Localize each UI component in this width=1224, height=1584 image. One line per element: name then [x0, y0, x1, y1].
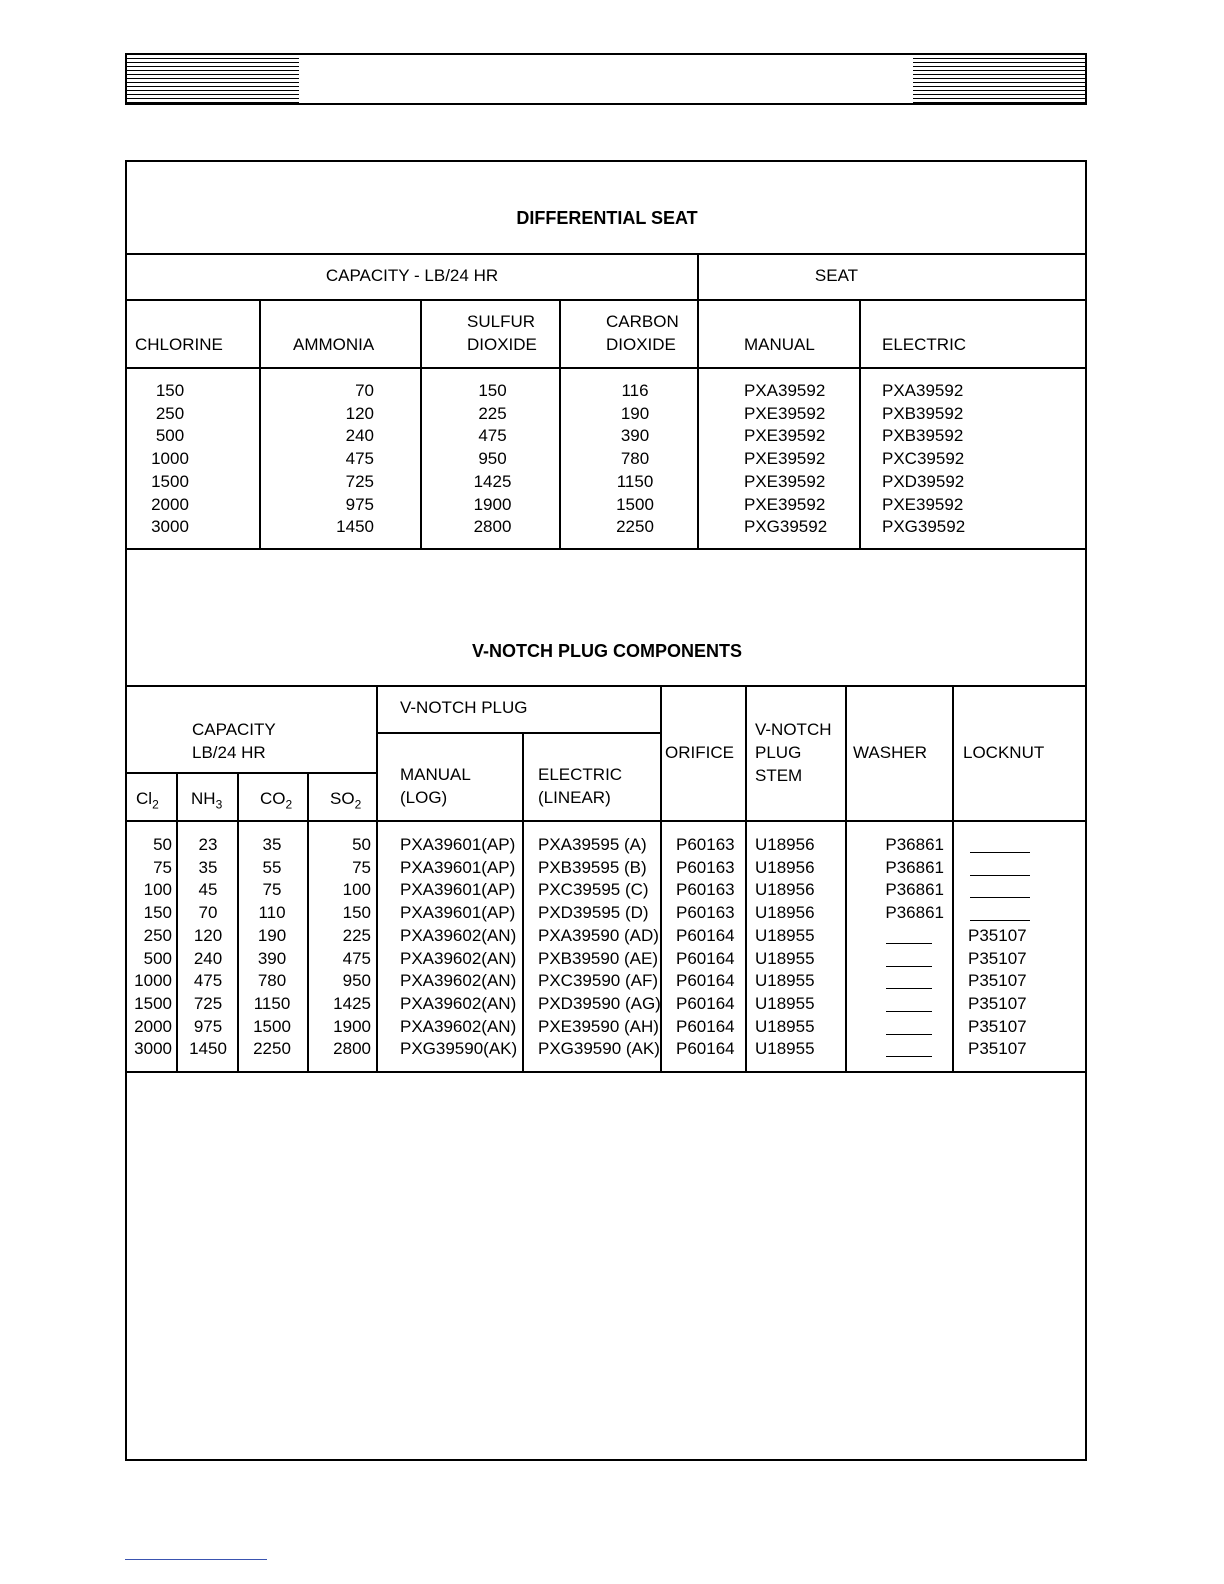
table-cell: PXE39592: [744, 449, 826, 469]
seat-table-divider: [259, 299, 261, 550]
vnotch-table-divider: [845, 685, 847, 1073]
table-cell: PXA39602(AN): [400, 1016, 517, 1036]
table-cell: 75: [352, 857, 371, 877]
table-cell: 1900: [333, 1016, 371, 1036]
header-stripe: [127, 102, 299, 103]
table-cell: PXA39602(AN): [400, 971, 517, 991]
table-cell: PXG39592: [744, 517, 828, 537]
seat-table-rule: [125, 548, 1087, 550]
vnotch-table-divider: [660, 685, 662, 1073]
table-cell: 1000: [151, 449, 189, 469]
table-cell: 950: [342, 971, 371, 991]
table-cell: PXD39590 (AG): [538, 993, 661, 1013]
table-cell: U18956: [755, 880, 815, 900]
table-cell: 1500: [151, 471, 189, 491]
table-cell: PXA39590 (AD): [538, 925, 659, 945]
vnotch-table-divider: [522, 732, 524, 1073]
capacity-group-header: CAPACITY - LB/24 HR: [325, 266, 499, 285]
vnotch-table-rule: [125, 820, 1087, 822]
table-cell: 55: [262, 857, 282, 877]
table-cell: U18955: [755, 1016, 815, 1036]
table-cell: PXG39590(AK): [400, 1039, 518, 1059]
empty-cell-dash: [886, 988, 932, 989]
table-cell: 1900: [473, 494, 512, 514]
table-cell: 225: [478, 403, 507, 423]
table-cell: PXG39592: [882, 517, 966, 537]
empty-cell-dash: [970, 852, 1030, 853]
table-cell: PXE39592: [744, 494, 826, 514]
empty-cell-dash: [886, 1034, 932, 1035]
table-cell: 725: [345, 471, 374, 491]
table-cell: 475: [342, 948, 371, 968]
table-cell: 3000: [134, 1039, 172, 1059]
empty-cell-dash: [886, 943, 932, 944]
table-cell: P60164: [676, 1016, 735, 1036]
vnotch-table-divider: [745, 685, 747, 1073]
table-cell: PXA39592: [744, 381, 826, 400]
table-cell: PXA39602(AN): [400, 948, 517, 968]
table-cell: 70: [355, 381, 374, 400]
header-stripe: [913, 58, 1085, 59]
header-stripe: [127, 58, 299, 59]
table-cell: 116: [621, 381, 649, 400]
table-cell: P60164: [676, 1039, 735, 1059]
table-cell: U18955: [755, 925, 815, 945]
table-cell: PXA39601(AP): [400, 835, 516, 854]
table-cell: 1500: [616, 494, 654, 514]
table-cell: 190: [620, 403, 650, 423]
table-cell: 23: [198, 835, 218, 854]
vh-manual: MANUAL: [400, 765, 471, 784]
col-header-carbon: CARBON: [606, 312, 679, 331]
table-cell: P36861: [885, 835, 944, 854]
header-stripe: [127, 62, 299, 63]
table-cell: PXE39592: [882, 494, 964, 514]
table-cell: P35107: [968, 993, 1027, 1013]
table-cell: 500: [155, 426, 185, 446]
seat-table-rule: [125, 253, 1087, 255]
table-cell: PXA39601(AP): [400, 857, 516, 877]
header-left-rule-pattern: [127, 55, 299, 103]
table-cell: 240: [193, 948, 223, 968]
table-cell: PXA39601(AP): [400, 880, 516, 900]
table-cell: 2250: [616, 517, 654, 537]
table-cell: 240: [345, 426, 374, 446]
header-stripe: [127, 98, 299, 99]
table-cell: 1450: [336, 517, 374, 537]
table-cell: 250: [143, 925, 172, 945]
seat-table-rule: [125, 299, 1087, 301]
seat-table-divider: [697, 253, 699, 550]
table-cell: PXB39592: [882, 403, 964, 423]
empty-cell-dash: [970, 920, 1030, 921]
table-cell: 2250: [253, 1039, 291, 1059]
vh-stem-l2: PLUG: [755, 743, 802, 762]
header-stripe: [127, 86, 299, 87]
header-stripe: [913, 78, 1085, 79]
vh-capacity-unit: LB/24 HR: [192, 743, 266, 762]
table-cell: 2800: [333, 1039, 371, 1059]
table-cell: 3000: [151, 517, 189, 537]
table-cell: 50: [153, 835, 172, 854]
vh-cl2: $Cl_2$: [136, 789, 159, 812]
header-stripe: [913, 74, 1085, 75]
empty-cell-dash: [886, 1011, 932, 1012]
table-cell: 475: [478, 426, 507, 446]
table-cell: PXB39590 (AE): [538, 948, 659, 968]
footer-rule: [125, 1559, 267, 1560]
table-cell: PXB39595 (B): [538, 857, 647, 877]
table-cell: 500: [143, 948, 172, 968]
vnotch-table-divider: [237, 772, 239, 1073]
table-cell: P60164: [676, 993, 735, 1013]
header-stripe: [913, 66, 1085, 67]
vh-stem-l3: STEM: [755, 766, 803, 785]
vh-nh3: $NH_3$: [191, 789, 223, 812]
table-cell: 1450: [189, 1039, 227, 1059]
vnotch-table-divider: [376, 685, 378, 1073]
seat-table-rule: [125, 367, 1087, 369]
table-cell: 70: [198, 903, 218, 923]
table-cell: 1500: [253, 1016, 291, 1036]
table-cell: 1425: [473, 471, 512, 491]
table-cell: 120: [193, 925, 223, 945]
table-cell: U18955: [755, 993, 815, 1013]
table-cell: P60163: [676, 857, 735, 877]
table-cell: 150: [478, 381, 507, 400]
table-cell: P35107: [968, 948, 1027, 968]
table-cell: 75: [153, 857, 172, 877]
empty-cell-dash: [886, 1056, 932, 1057]
table-cell: 150: [143, 903, 172, 923]
table-cell: P60164: [676, 925, 735, 945]
table-cell: PXC39592: [882, 449, 965, 469]
table-cell: PXE39590 (AH): [538, 1016, 659, 1036]
table-cell: U18955: [755, 948, 815, 968]
table-cell: 780: [620, 449, 650, 469]
header-stripe: [127, 78, 299, 79]
seat-table-divider: [859, 299, 861, 550]
table-cell: P36861: [885, 857, 944, 877]
table-cell: P60164: [676, 948, 735, 968]
vh-so2: $SO_2$: [330, 789, 362, 812]
vh-manual-log: (LOG): [400, 788, 448, 807]
empty-cell-dash: [970, 875, 1030, 876]
table-cell: P60164: [676, 971, 735, 991]
table-cell: 100: [342, 880, 371, 900]
table-cell: 1150: [253, 993, 291, 1013]
table-cell: 390: [257, 948, 287, 968]
col-header-ammonia: AMMONIA: [293, 335, 375, 354]
table-cell: 2000: [134, 1016, 172, 1036]
header-stripe: [913, 70, 1085, 71]
table-cell: P35107: [968, 1016, 1027, 1036]
table-cell: 975: [193, 1016, 223, 1036]
empty-cell-dash: [886, 966, 932, 967]
col-header-sulfur-dioxide: DIOXIDE: [467, 335, 537, 354]
table-cell: 50: [352, 835, 371, 854]
header-stripe: [127, 66, 299, 67]
header-stripe: [127, 70, 299, 71]
empty-cell-dash: [970, 897, 1030, 898]
seat-table-divider: [559, 299, 561, 550]
vnotch-table-divider: [307, 772, 309, 1073]
table-cell: P36861: [885, 903, 944, 923]
table-cell: 780: [257, 971, 287, 991]
table-cell: 250: [155, 403, 185, 423]
vh-orifice: ORIFICE: [665, 743, 734, 762]
col-header-carbon-dioxide: DIOXIDE: [606, 335, 676, 354]
header-stripe: [127, 74, 299, 75]
table-cell: 35: [198, 857, 218, 877]
table-cell: P36861: [885, 880, 944, 900]
vh-electric-linear: (LINEAR): [538, 788, 611, 807]
table-cell: U18955: [755, 971, 815, 991]
table-cell: 225: [342, 925, 371, 945]
vnotch-table-rule: [125, 685, 1087, 687]
table-cell: P60163: [676, 835, 735, 854]
col-header-sulfur: SULFUR: [467, 312, 536, 331]
table-cell: P35107: [968, 971, 1027, 991]
table-cell: PXE39592: [744, 403, 826, 423]
header-stripe: [913, 90, 1085, 91]
col-header-chlorine: CHLORINE: [135, 335, 223, 354]
table-cell: 475: [193, 971, 223, 991]
table-cell: P35107: [968, 1039, 1027, 1059]
table-cell: PXA39595 (A): [538, 835, 647, 854]
table-cell: PXA39602(AN): [400, 925, 517, 945]
vnotch-table-rule: [376, 732, 661, 734]
table-cell: 120: [345, 403, 374, 423]
table-cell: PXG39590 (AK): [538, 1039, 660, 1059]
table-cell: 1500: [134, 993, 172, 1013]
table-cell: 2800: [473, 517, 512, 537]
vnotch-table-title: V-NOTCH PLUG COMPONENTS: [471, 641, 742, 661]
table-cell: P60163: [676, 903, 735, 923]
table-cell: PXA39592: [882, 381, 964, 400]
vh-washer: WASHER: [853, 743, 927, 762]
table-cell: P35107: [968, 925, 1027, 945]
header-stripe: [913, 98, 1085, 99]
table-cell: 475: [345, 449, 374, 469]
vh-vnotch-plug: V-NOTCH PLUG: [400, 698, 528, 717]
header-stripe: [913, 86, 1085, 87]
table-cell: PXD39595 (D): [538, 903, 649, 923]
seat-table-title: DIFFERENTIAL SEAT: [516, 208, 698, 228]
vh-stem-l1: V-NOTCH: [755, 720, 832, 739]
table-cell: U18956: [755, 857, 815, 877]
header-stripe: [913, 94, 1085, 95]
vnotch-table-rule: [125, 772, 377, 774]
table-cell: PXA39602(AN): [400, 993, 517, 1013]
table-cell: 950: [478, 449, 507, 469]
header-stripe: [913, 62, 1085, 63]
seat-table-divider: [420, 299, 422, 550]
table-cell: PXA39601(AP): [400, 903, 516, 923]
vh-locknut: LOCKNUT: [963, 743, 1045, 762]
table-cell: 45: [198, 880, 218, 900]
table-cell: 110: [258, 903, 286, 923]
table-cell: P60163: [676, 880, 735, 900]
table-cell: 975: [345, 494, 374, 514]
table-cell: U18955: [755, 1039, 815, 1059]
table-cell: PXD39592: [882, 471, 965, 491]
vnotch-table-divider: [176, 772, 178, 1073]
table-cell: 150: [342, 903, 371, 923]
table-cell: 75: [262, 880, 282, 900]
table-cell: 725: [193, 993, 223, 1013]
vh-co2: $CO_2$: [260, 789, 293, 812]
table-cell: 2000: [151, 494, 189, 514]
table-cell: PXE39592: [744, 471, 826, 491]
table-cell: 390: [620, 426, 650, 446]
vnotch-table-rule: [125, 1071, 1087, 1073]
header-stripe: [913, 102, 1085, 103]
header-stripe: [127, 94, 299, 95]
seat-group-header: SEAT: [814, 266, 859, 285]
table-cell: U18956: [755, 835, 815, 854]
table-cell: U18956: [755, 903, 815, 923]
table-cell: 35: [262, 835, 282, 854]
col-header-manual: MANUAL: [744, 335, 815, 354]
table-cell: 1425: [333, 993, 371, 1013]
header-stripe: [127, 90, 299, 91]
table-cell: PXC39595 (C): [538, 880, 649, 900]
table-cell: 190: [257, 925, 287, 945]
vh-electric: ELECTRIC: [538, 765, 623, 784]
header-stripe: [913, 82, 1085, 83]
table-cell: PXB39592: [882, 426, 964, 446]
header-right-rule-pattern: [913, 55, 1085, 103]
table-cell: 150: [155, 381, 185, 400]
table-cell: 100: [143, 880, 172, 900]
header-stripe: [127, 82, 299, 83]
vnotch-table-divider: [952, 685, 954, 1073]
vh-capacity: CAPACITY: [192, 720, 276, 739]
page-header-bar: [125, 53, 1087, 105]
table-cell: 1150: [616, 471, 654, 491]
table-cell: PXC39590 (AF): [538, 971, 658, 991]
table-cell: PXE39592: [744, 426, 826, 446]
table-cell: 1000: [134, 971, 172, 991]
col-header-electric: ELECTRIC: [882, 335, 967, 354]
